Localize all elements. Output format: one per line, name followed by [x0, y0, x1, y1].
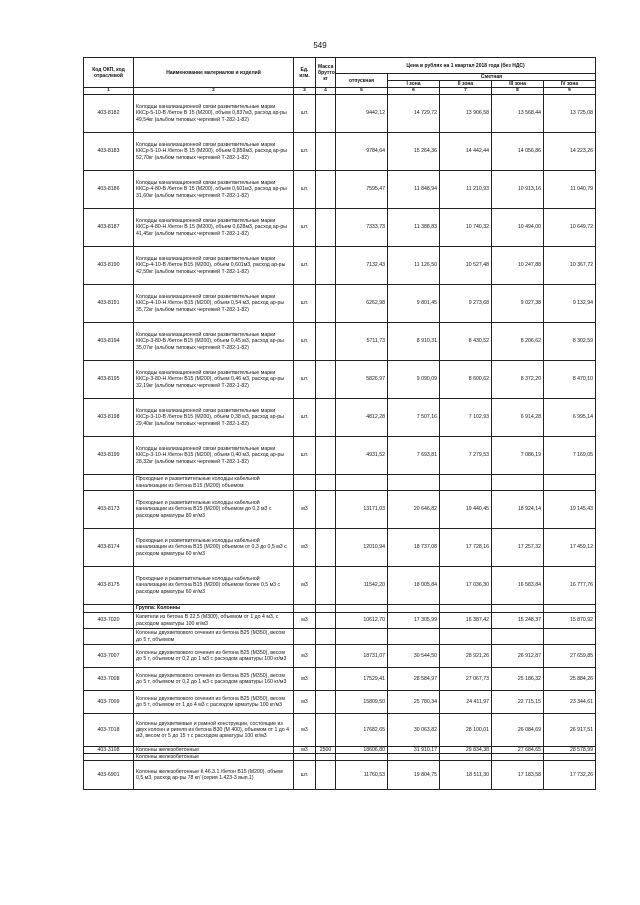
cell-zone3-price: 6 914,28: [492, 399, 544, 437]
cell-code: [84, 754, 134, 761]
table-row: [84, 754, 596, 761]
cell-zone2-price: 10 740,32: [440, 209, 492, 247]
cell-zone2-price: 7 102,93: [440, 399, 492, 437]
cell-zone3-price: [492, 605, 544, 613]
cell-zone4-price: 15 870,92: [544, 613, 596, 629]
cell-release-price: [336, 605, 388, 613]
cell-zone4-price: 8 470,10: [544, 361, 596, 399]
table-row: [84, 567, 596, 605]
cell-zone1-price: 15 264,36: [388, 133, 440, 171]
col-number: 9: [544, 88, 596, 95]
cell-unit: шт.: [294, 285, 316, 323]
cell-mass: [316, 475, 336, 491]
cell-zone4-price: [544, 475, 596, 491]
cell-zone2-price: [440, 605, 492, 613]
table-row: [84, 605, 596, 613]
cell-name: Колонны двухветвового сечения из бетона В25 (М350), весом до 5 т, объемом: [134, 629, 294, 645]
cell-zone1-price: [388, 605, 440, 613]
cell-unit: шт.: [294, 171, 316, 209]
table-row: [84, 437, 596, 475]
cell-zone3-price: 10 247,88: [492, 247, 544, 285]
header-estimate: Сметная: [388, 74, 596, 81]
cell-release-price: 6262,98: [336, 285, 388, 323]
cell-unit: м3: [294, 645, 316, 668]
table-row: [84, 323, 596, 361]
cell-mass: [316, 529, 336, 567]
cell-zone3-price: 13 568,44: [492, 95, 544, 133]
cell-name: Колодцы канализационной связи разветвительные марки ККСр-4-80-Н /бетон В 15 (М200), объем 0,628м3, расход ар-ры 41,45кг (альбом типовых чертежей Т-282-1-82): [134, 209, 294, 247]
cell-code: 403-8173: [84, 491, 134, 529]
cell-mass: [316, 399, 336, 437]
table-row: [84, 668, 596, 691]
cell-unit: м3: [294, 529, 316, 567]
header-name: Наименование материалов и изделий: [134, 58, 294, 88]
cell-name: Колонны железобетонные К 46.3.1 /бетон В15 (М200), объем 0,5 м3, расход ар-ры 78 кг/ (серия 1.423-3 вып.1): [134, 761, 294, 790]
cell-zone1-price: 20 646,82: [388, 491, 440, 529]
cell-zone4-price: 28 578,99: [544, 747, 596, 754]
cell-code: 403-8198: [84, 399, 134, 437]
cell-zone4-price: [544, 629, 596, 645]
cell-unit: м3: [294, 747, 316, 754]
cell-zone3-price: 9 027,38: [492, 285, 544, 323]
cell-zone3-price: 8 206,62: [492, 323, 544, 361]
cell-zone1-price: 28 584,97: [388, 668, 440, 691]
cell-zone3-price: 26 912,87: [492, 645, 544, 668]
cell-unit: шт.: [294, 361, 316, 399]
cell-zone2-price: 8 600,62: [440, 361, 492, 399]
cell-name: Проходные и разветвительные колодцы кабельной канализации из бетона В15 (М200) объемом от 0,3 до 0,5 м3 с расходом арматуры 60 кг/м3: [134, 529, 294, 567]
cell-name: Колонны двухветвового сечения из бетона В25 (М350), весом до 5 т, объемом от 0,2 до 1 м3 с расходом арматуры 160 кг/м3: [134, 668, 294, 691]
cell-code: 403-3108: [84, 747, 134, 754]
cell-zone2-price: 28 100,01: [440, 714, 492, 747]
cell-code: 403-6901: [84, 761, 134, 790]
table-row: [84, 613, 596, 629]
cell-name: Проходные и разветвительные колодцы кабельной канализации из бетона В15 (М200) объемом до 0,3 м3 с расходом арматуры 80 кг/м3: [134, 491, 294, 529]
cell-code: 403-8183: [84, 133, 134, 171]
cell-zone1-price: 11 848,94: [388, 171, 440, 209]
cell-zone2-price: 8 430,52: [440, 323, 492, 361]
table-row: [84, 491, 596, 529]
cell-zone2-price: 29 834,38: [440, 747, 492, 754]
price-table: [83, 57, 596, 790]
col-number: 2: [134, 88, 294, 95]
cell-name: Колонны железобетонные: [134, 747, 294, 754]
header-zone-4: IV зона: [544, 81, 596, 88]
cell-name: Колонны двухветвового сечения из бетона В25 (М350), весом до 5 т, объемом от 0,2 до 1 м3 с расходом арматуры 100 кг/м3: [134, 645, 294, 668]
table-body: [84, 95, 596, 790]
cell-mass: [316, 714, 336, 747]
cell-zone3-price: 25 186,32: [492, 668, 544, 691]
col-number: 5: [336, 88, 388, 95]
cell-release-price: 18731,07: [336, 645, 388, 668]
cell-zone2-price: 27 067,73: [440, 668, 492, 691]
cell-name: Колодцы канализационной связи разветвительные марки ККСр-4-10-В /бетон В15 (М200), объем 0,601м3, расход ар-ры 42,50кг (альбом типовых чертежей Т-282-1-82): [134, 247, 294, 285]
cell-release-price: 12010,94: [336, 529, 388, 567]
cell-mass: [316, 613, 336, 629]
cell-unit: м3: [294, 668, 316, 691]
cell-code: 403-8191: [84, 285, 134, 323]
cell-code: 403-7020: [84, 613, 134, 629]
cell-unit: [294, 629, 316, 645]
header-release: отпускная: [336, 74, 388, 88]
cell-zone2-price: 7 279,53: [440, 437, 492, 475]
cell-release-price: 17529,41: [336, 668, 388, 691]
cell-release-price: 15809,50: [336, 691, 388, 714]
cell-release-price: 5711,73: [336, 323, 388, 361]
cell-name: Колонны двухветвового сечения из бетона В25 (М350), весом до 5 т, объемом от 1 до 4 м3 с расходом арматуры 100 кг/м3: [134, 691, 294, 714]
cell-release-price: 7132,43: [336, 247, 388, 285]
cell-zone1-price: 9 801,45: [388, 285, 440, 323]
cell-unit: м3: [294, 714, 316, 747]
cell-unit: шт.: [294, 95, 316, 133]
cell-zone4-price: [544, 605, 596, 613]
cell-name: Проходные и разветвительные колодцы кабельной канализации из бетона В15 (М200) объемом: [134, 475, 294, 491]
cell-zone3-price: 17 257,32: [492, 529, 544, 567]
cell-zone2-price: 10 527,48: [440, 247, 492, 285]
table-row: [84, 361, 596, 399]
cell-zone4-price: 27 659,85: [544, 645, 596, 668]
cell-zone3-price: 26 084,69: [492, 714, 544, 747]
col-number: 8: [492, 88, 544, 95]
col-number: 1: [84, 88, 134, 95]
cell-name: Колодцы канализационной связи разветвительные марки ККСр-5-10-В /бетон В 15 (М200), объем 0,837м3, расход ар-ры 49,54кг (альбом типовых чертежей Т-282-1-82): [134, 95, 294, 133]
cell-release-price: 11760,53: [336, 761, 388, 790]
cell-unit: м3: [294, 613, 316, 629]
cell-zone4-price: 8 302,59: [544, 323, 596, 361]
cell-release-price: [336, 475, 388, 491]
cell-zone4-price: 10 649,72: [544, 209, 596, 247]
cell-zone4-price: 13 725,08: [544, 95, 596, 133]
header-mass: Масса брутто, кг: [316, 58, 336, 88]
table-row: [84, 529, 596, 567]
cell-name: Колодцы канализационной связи разветвительные марки ККСр-3-10-Н /бетон В15 (М200), объем 0,40 м3, расход ар-ры 28,32кг (альбом типовых чертежей Т-282-1-82): [134, 437, 294, 475]
cell-zone2-price: 24 411,97: [440, 691, 492, 714]
cell-zone4-price: 10 367,72: [544, 247, 596, 285]
cell-zone2-price: 16 387,42: [440, 613, 492, 629]
cell-release-price: 4812,28: [336, 399, 388, 437]
cell-name: Колодцы канализационной связи разветвительные марки ККСр-3-80-В /бетон В15 (М200), объем 0,45 м3, расход ар-ры 35,07кг (альбом типовых чертежей Т-282-1-82): [134, 323, 294, 361]
table-row: [84, 95, 596, 133]
cell-zone2-price: 17 728,16: [440, 529, 492, 567]
cell-zone1-price: [388, 475, 440, 491]
cell-zone3-price: [492, 754, 544, 761]
cell-name: Колодцы канализационной связи разветвительные марки ККСр-5-10-Н /бетон В 15 (М200), объем 0,859м3, расход ар-ры 52,70кг (альбом типовых чертежей Т-282-1-82): [134, 133, 294, 171]
cell-zone1-price: 9 090,09: [388, 361, 440, 399]
table-row: [84, 133, 596, 171]
cell-zone1-price: 31 910,17: [388, 747, 440, 754]
page-number: 549: [313, 41, 327, 50]
cell-release-price: 11542,20: [336, 567, 388, 605]
header-zone-2: II зона: [440, 81, 492, 88]
cell-zone4-price: 14 223,26: [544, 133, 596, 171]
cell-zone3-price: 10 494,00: [492, 209, 544, 247]
header-price-title: Цена в рублях на 1 квартал 2018 года (без НДС): [336, 58, 596, 74]
cell-mass: [316, 437, 336, 475]
cell-zone3-price: [492, 629, 544, 645]
cell-code: 403-8195: [84, 361, 134, 399]
cell-name: Колодцы канализационной связи разветвительные марки ККСр-3-10-В /бетон В15 (М200), объем 0,38 м3, расход ар-ры 29,40кг (альбом типовых чертежей Т-282-1-82): [134, 399, 294, 437]
cell-mass: [316, 361, 336, 399]
cell-zone4-price: 9 132,94: [544, 285, 596, 323]
cell-code: 403-8186: [84, 171, 134, 209]
cell-zone1-price: 25 780,34: [388, 691, 440, 714]
cell-name: Колодцы канализационной связи разветвительные марки ККСр-4-80-В /бетон В 15 (М200), объем 0,601м3, расход ар-ры 31,60кг (альбом типовых чертежей Т-282-1-82): [134, 171, 294, 209]
cell-release-price: 9442,12: [336, 95, 388, 133]
header-zone-1: I зона: [388, 81, 440, 88]
cell-zone4-price: 17 732,26: [544, 761, 596, 790]
table-row: [84, 747, 596, 754]
cell-zone1-price: 19 804,75: [388, 761, 440, 790]
cell-zone3-price: [492, 475, 544, 491]
cell-unit: шт.: [294, 247, 316, 285]
cell-zone1-price: 8 910,31: [388, 323, 440, 361]
cell-zone1-price: 7 507,16: [388, 399, 440, 437]
cell-unit: шт.: [294, 399, 316, 437]
cell-zone3-price: 16 583,84: [492, 567, 544, 605]
cell-code: 403-8199: [84, 437, 134, 475]
cell-code: 403-7007: [84, 645, 134, 668]
cell-zone4-price: 17 459,12: [544, 529, 596, 567]
table-row: [84, 247, 596, 285]
table-row: [84, 714, 596, 747]
cell-code: 403-8182: [84, 95, 134, 133]
cell-mass: [316, 567, 336, 605]
cell-release-price: 17682,65: [336, 714, 388, 747]
cell-release-price: 9784,64: [336, 133, 388, 171]
header-unit: Ед. изм.: [294, 58, 316, 88]
cell-code: [84, 605, 134, 613]
cell-zone3-price: 27 684,65: [492, 747, 544, 754]
col-number: 6: [388, 88, 440, 95]
cell-zone3-price: 22 715,15: [492, 691, 544, 714]
cell-zone4-price: 19 145,43: [544, 491, 596, 529]
cell-code: 403-8174: [84, 529, 134, 567]
cell-zone4-price: [544, 754, 596, 761]
cell-mass: [316, 95, 336, 133]
cell-mass: [316, 629, 336, 645]
cell-mass: [316, 491, 336, 529]
cell-unit: шт.: [294, 133, 316, 171]
header-zone-3: III зона: [492, 81, 544, 88]
cell-mass: [316, 133, 336, 171]
cell-zone3-price: 7 086,19: [492, 437, 544, 475]
cell-release-price: 5826,97: [336, 361, 388, 399]
table-row: [84, 285, 596, 323]
cell-code: 403-7018: [84, 714, 134, 747]
cell-code: 403-7009: [84, 691, 134, 714]
cell-zone4-price: 25 884,26: [544, 668, 596, 691]
cell-unit: шт.: [294, 761, 316, 790]
cell-mass: [316, 605, 336, 613]
cell-zone2-price: 19 440,45: [440, 491, 492, 529]
cell-unit: м3: [294, 491, 316, 529]
cell-zone2-price: 13 906,58: [440, 95, 492, 133]
cell-unit: м3: [294, 691, 316, 714]
cell-name: Колодцы канализационной связи разветвительные марки ККСр-4-10-Н /бетон В15 (М200), объем 0,54 м3, расход ар-ры 35,72кг (альбом типовых чертежей Т-282-1-82): [134, 285, 294, 323]
cell-zone2-price: [440, 754, 492, 761]
cell-release-price: 13171,03: [336, 491, 388, 529]
cell-zone3-price: 18 924,14: [492, 491, 544, 529]
cell-mass: [316, 323, 336, 361]
cell-release-price: 10612,70: [336, 613, 388, 629]
col-number: 7: [440, 88, 492, 95]
cell-name: Колонны железобетонные: [134, 754, 294, 761]
cell-zone1-price: 18 737,08: [388, 529, 440, 567]
col-number: 3: [294, 88, 316, 95]
cell-zone4-price: 7 169,05: [544, 437, 596, 475]
cell-zone1-price: [388, 629, 440, 645]
cell-mass: 2500: [316, 747, 336, 754]
header-code: Код ОКП, код отраслевой: [84, 58, 134, 88]
cell-code: 403-7008: [84, 668, 134, 691]
cell-name: Колонны двухветвевые и рамной конструкции, состоящие из двух колонн и ригеля из бетона В30 (М 400), объемом от 1 до 4 м3, весом от 5 до 15 т с расходом арматуры 100 кг/м3: [134, 714, 294, 747]
cell-mass: [316, 645, 336, 668]
table-row: [84, 209, 596, 247]
cell-zone1-price: [388, 754, 440, 761]
cell-mass: [316, 668, 336, 691]
cell-zone3-price: 15 248,37: [492, 613, 544, 629]
cell-zone4-price: 23 344,61: [544, 691, 596, 714]
cell-zone2-price: 28 921,26: [440, 645, 492, 668]
cell-zone1-price: 11 388,83: [388, 209, 440, 247]
cell-mass: [316, 761, 336, 790]
cell-unit: [294, 605, 316, 613]
cell-zone1-price: 30 063,82: [388, 714, 440, 747]
table-row: [84, 691, 596, 714]
cell-zone4-price: 26 917,51: [544, 714, 596, 747]
cell-release-price: [336, 629, 388, 645]
cell-unit: шт.: [294, 323, 316, 361]
col-number: 4: [316, 88, 336, 95]
cell-code: 403-8190: [84, 247, 134, 285]
cell-zone3-price: 17 183,58: [492, 761, 544, 790]
cell-zone3-price: 14 056,86: [492, 133, 544, 171]
cell-zone2-price: [440, 629, 492, 645]
cell-release-price: 7333,73: [336, 209, 388, 247]
cell-release-price: [336, 754, 388, 761]
cell-name: Группа: Колонны: [134, 605, 294, 613]
cell-code: [84, 475, 134, 491]
cell-code: 403-8187: [84, 209, 134, 247]
cell-unit: шт.: [294, 209, 316, 247]
cell-zone3-price: 10 913,16: [492, 171, 544, 209]
cell-zone1-price: 14 729,72: [388, 95, 440, 133]
cell-code: 403-8175: [84, 567, 134, 605]
cell-code: [84, 629, 134, 645]
cell-zone2-price: 18 511,30: [440, 761, 492, 790]
cell-zone1-price: 7 693,81: [388, 437, 440, 475]
cell-mass: [316, 171, 336, 209]
table-row: [84, 171, 596, 209]
cell-zone4-price: 11 040,79: [544, 171, 596, 209]
cell-zone1-price: 18 005,84: [388, 567, 440, 605]
cell-zone2-price: 14 442,44: [440, 133, 492, 171]
cell-release-price: 4931,52: [336, 437, 388, 475]
cell-unit: шт.: [294, 437, 316, 475]
cell-release-price: 7595,47: [336, 171, 388, 209]
table-row: [84, 629, 596, 645]
cell-zone4-price: 16 777,76: [544, 567, 596, 605]
cell-zone1-price: 30 544,50: [388, 645, 440, 668]
cell-zone1-price: 17 305,99: [388, 613, 440, 629]
cell-name: Колодцы канализационной связи разветвительные марки ККСр-3-80-Н /бетон В15 (М200), объем 0,46 м3, расход ар-ры 32,19кг (альбом типовых чертежей Т-282-1-82): [134, 361, 294, 399]
cell-zone3-price: 8 372,20: [492, 361, 544, 399]
cell-unit: м3: [294, 567, 316, 605]
table-row: [84, 475, 596, 491]
table-row: [84, 645, 596, 668]
cell-name: Проходные и разветвительные колодцы кабельной канализации из бетона В15 (М200) объемом более 0,5 м3 с расходом арматуры 60 кг/м3: [134, 567, 294, 605]
cell-mass: [316, 754, 336, 761]
cell-zone2-price: [440, 475, 492, 491]
cell-zone1-price: 11 126,50: [388, 247, 440, 285]
cell-code: 403-8194: [84, 323, 134, 361]
cell-mass: [316, 285, 336, 323]
cell-release-price: 18606,80: [336, 747, 388, 754]
cell-unit: [294, 754, 316, 761]
table-row: [84, 761, 596, 790]
table-row: [84, 399, 596, 437]
cell-unit: [294, 475, 316, 491]
cell-zone2-price: 17 036,30: [440, 567, 492, 605]
cell-mass: [316, 247, 336, 285]
cell-mass: [316, 691, 336, 714]
cell-zone2-price: 11 210,93: [440, 171, 492, 209]
cell-name: Капители из бетона В 22,5 (М300), объемом от 1 до 4 м3, с расходом арматуры 100 кг/м3: [134, 613, 294, 629]
cell-zone4-price: 6 995,14: [544, 399, 596, 437]
cell-mass: [316, 209, 336, 247]
cell-zone2-price: 9 273,68: [440, 285, 492, 323]
